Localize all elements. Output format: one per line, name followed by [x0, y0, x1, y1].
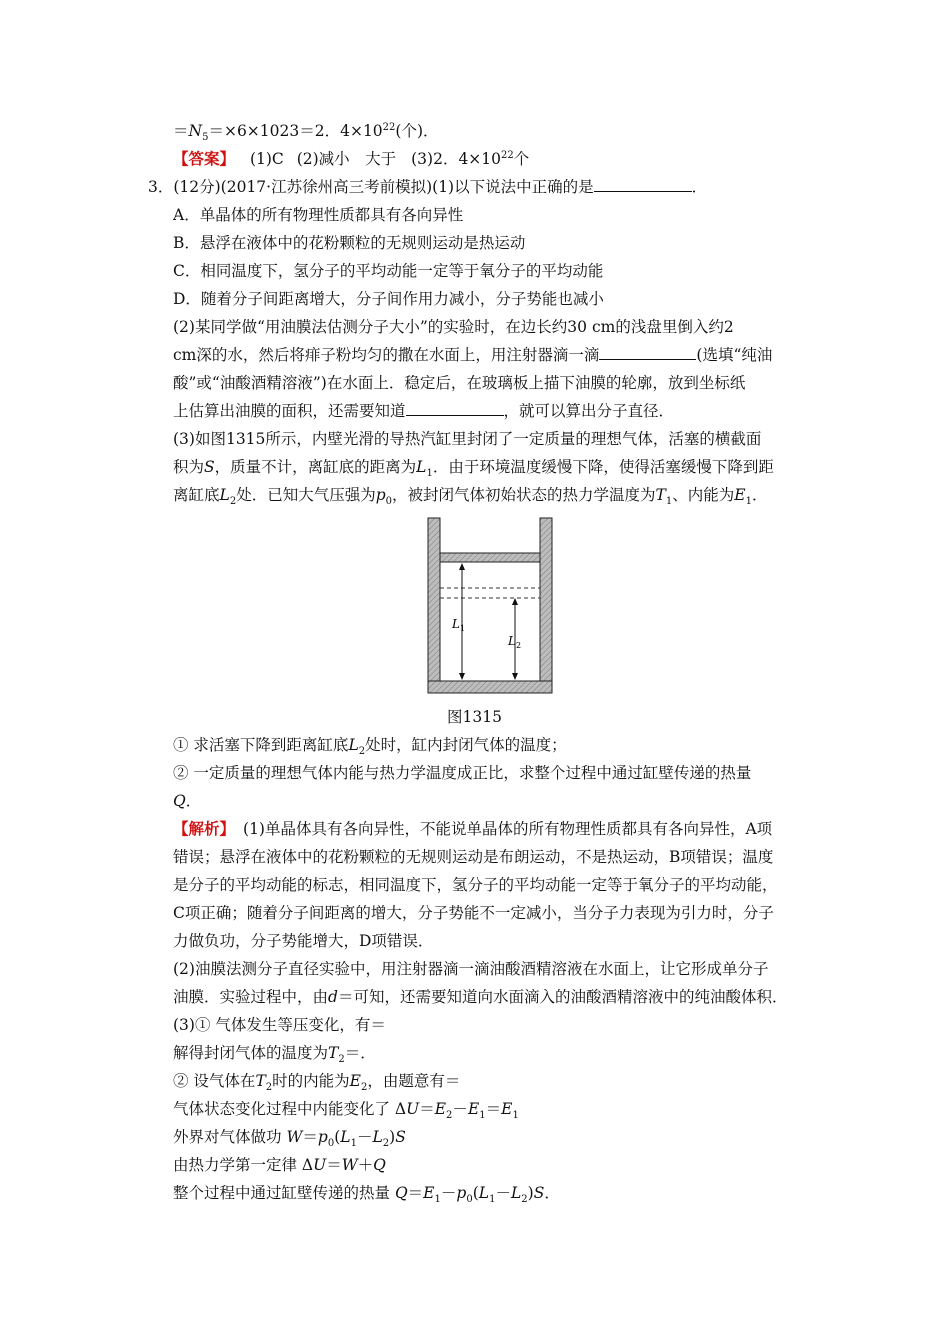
- cylinder-bottom: [428, 681, 552, 693]
- question-header: 3．(12分)(2017·江苏徐州高三考前模拟)(1)以下说法中正确的是 ．: [148, 178, 708, 196]
- analysis-line2: 错误；悬浮在液体中的花粉颗粒的无规则运动是布朗运动，不是热运动，B项错误；温度: [173, 848, 774, 866]
- analysis-line1: 【解析】 (1)单晶体具有各向异性，不能说单晶体的所有物理性质都具有各向异性，A项: [173, 819, 773, 838]
- analysis-label: 【解析】: [173, 819, 236, 838]
- piston: [440, 553, 540, 562]
- option-c: C．相同温度下，氢分子的平均动能一定等于氧分子的平均动能: [173, 262, 604, 280]
- option-d: D．随着分子间距离增大，分子间作用力减小，分子势能也减小: [173, 290, 604, 308]
- figure-caption: 图1315: [447, 708, 502, 726]
- answer-line: 【答案】 (1)C (2)减小 大于 (3)2．$4\times 10^{22}$个: [173, 149, 530, 168]
- analysis-p3-line2: 解得封闭气体的温度为$T_2=$．: [173, 1044, 376, 1066]
- analysis-p3-line4: 气体状态变化过程中内能变化了 $\Delta U=E_2-E_1=E_1$: [173, 1100, 519, 1122]
- cylinder-diagram: [420, 510, 560, 700]
- analysis-p3-line1: (3)① 气体发生等压变化，有＝: [173, 1016, 386, 1034]
- part3-line3: 离缸底$L_2$处．已知大气压强为$p_0$，被封闭气体初始状态的热力学温度为$T_1$、内能为$E_1$．: [173, 486, 768, 508]
- calc-line: $=N_5=\times 6\times 1023=2$．$4\times 10^{22}$(个)．: [173, 121, 439, 144]
- l2-label: $L_2$: [508, 634, 522, 650]
- part3-line1: (3)如图1315所示，内壁光滑的导热汽缸里封闭了一定质量的理想气体，活塞的横截面: [173, 430, 762, 448]
- part2-line3: 酸”或“油酸酒精溶液”)在水面上．稳定后，在玻璃板上描下油膜的轮廓，放到坐标纸: [173, 374, 746, 392]
- part3-line2: 积为S，质量不计，离缸底的距离为$L_1$．由于环境温度缓慢下降，使得活塞缓慢下降到距: [173, 458, 774, 480]
- analysis-line3: 是分子的平均动能的标志，相同温度下，氢分子的平均动能一定等于氧分子的平均动能，: [173, 876, 778, 894]
- answer-label: 【答案】: [173, 149, 236, 168]
- analysis-p3-line7: 整个过程中通过缸壁传递的热量 $Q=E_1-p_0(L_1-L_2)S$．: [173, 1184, 560, 1206]
- sub-question-2: ② 一定质量的理想气体内能与热力学温度成正比，求整个过程中通过缸壁传递的热量: [173, 764, 752, 782]
- part2-line1: (2)某同学做“用油膜法估测分子大小”的实验时，在边长约30 cm的浅盘里倒入约2: [173, 318, 734, 336]
- analysis-p3-line6: 由热力学第一定律 ΔU＝W＋Q: [173, 1156, 386, 1174]
- part2-line2: cm深的水，然后将痱子粉均匀的撒在水面上，用注射器滴一滴 (选填“纯油: [173, 346, 773, 364]
- analysis-p2-line2: 油膜．实验过程中，由d＝可知，还需要知道向水面滴入的油酸酒精溶液中的纯油酸体积．: [173, 988, 788, 1006]
- part2-line4: 上估算出油膜的面积，还需要知道 ，就可以算出分子直径．: [173, 402, 675, 420]
- sub-question-2-q: Q．: [173, 792, 202, 810]
- analysis-p3-line5: 外界对气体做功 $W=p_0(L_1-L_2)S$: [173, 1128, 406, 1150]
- cylinder-left-wall: [428, 518, 440, 693]
- l1-label: $L_1$: [452, 617, 466, 633]
- analysis-line5: 力做负功，分子势能增大，D项错误．: [173, 932, 434, 950]
- option-b: B．悬浮在液体中的花粉颗粒的无规则运动是热运动: [173, 234, 526, 252]
- option-a: A．单晶体的所有物理性质都具有各向异性: [173, 206, 464, 224]
- sub-question-1: ① 求活塞下降到距离缸底$L_2$处时，缸内封闭气体的温度；: [173, 736, 567, 758]
- cylinder-right-wall: [540, 518, 552, 693]
- analysis-p2-line1: (2)油膜法测分子直径实验中，用注射器滴一滴油酸酒精溶液在水面上，让它形成单分子: [173, 960, 769, 978]
- analysis-line4: C项正确；随着分子间距离的增大，分子势能不一定减小，当分子力表现为引力时，分子: [173, 904, 774, 922]
- analysis-p3-line3: ② 设气体在$T_2$时的内能为$E_2$，由题意有＝: [173, 1072, 461, 1094]
